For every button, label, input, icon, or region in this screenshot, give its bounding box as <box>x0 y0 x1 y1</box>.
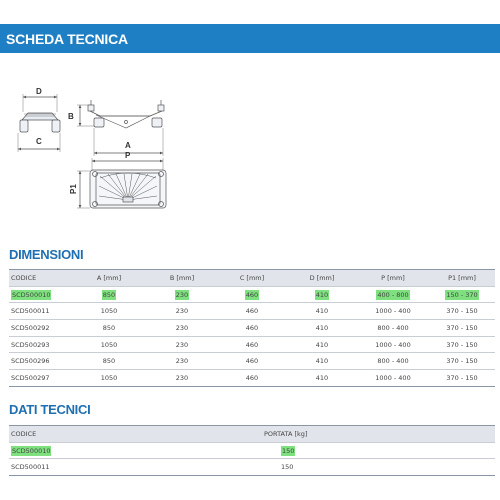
cell-value: 1000 - 400 <box>375 340 411 349</box>
table-cell <box>357 353 429 370</box>
table-cell <box>359 442 495 459</box>
cell-value: 410 <box>315 340 329 349</box>
table-cell <box>9 353 71 370</box>
column-header: B [mm] <box>147 270 217 287</box>
table-header-row <box>9 426 495 443</box>
dim-label-p: P <box>125 151 131 160</box>
table-cell <box>147 370 217 387</box>
table-cell <box>71 353 147 370</box>
cell-value: 460 <box>245 307 259 316</box>
dati-tecnici-title: DATI TECNICI <box>9 402 91 417</box>
table-cell <box>287 303 357 320</box>
table-cell <box>429 286 495 303</box>
table-row <box>9 370 495 387</box>
cell-value: 370 - 150 <box>446 323 478 332</box>
table-cell <box>9 303 71 320</box>
table-cell <box>357 370 429 387</box>
table-cell <box>71 336 147 353</box>
dim-label-a: A <box>125 141 131 150</box>
front-view-drawing <box>77 100 164 156</box>
table-cell <box>217 336 287 353</box>
table-cell <box>9 442 209 459</box>
cell-value: 1050 <box>100 307 118 316</box>
table-cell <box>71 286 147 303</box>
cell-value: 1050 <box>100 340 118 349</box>
table-cell <box>287 286 357 303</box>
dimensioni-table <box>9 269 495 387</box>
cell-value: 230 <box>175 323 189 332</box>
table-cell <box>147 320 217 337</box>
cell-value: 460 <box>245 373 259 382</box>
table-cell <box>287 370 357 387</box>
column-header: P1 [mm] <box>429 270 495 287</box>
dim-label-b: B <box>68 112 74 121</box>
cell-value: 850 <box>102 357 116 366</box>
dim-label-p1: P1 <box>69 184 78 194</box>
table-cell <box>71 303 147 320</box>
table-cell <box>209 459 359 476</box>
cell-value: 410 <box>315 307 329 316</box>
cell-value: 1050 <box>100 373 118 382</box>
cell-value: 370 - 150 <box>446 373 478 382</box>
table-cell <box>217 370 287 387</box>
cell-value: SCD500293 <box>11 340 50 349</box>
cell-value: SCD500010 <box>12 446 51 455</box>
cell-value: SCD500297 <box>11 373 50 382</box>
cell-value: 230 <box>175 290 189 299</box>
cell-value: 230 <box>175 373 189 382</box>
table-row <box>9 336 495 353</box>
cell-value: SCD500011 <box>11 307 50 316</box>
cell-value: 460 <box>245 340 259 349</box>
table-cell <box>217 353 287 370</box>
cell-value: 150 <box>281 463 294 472</box>
table-cell <box>147 336 217 353</box>
cell-value: 150 <box>282 446 295 455</box>
dim-label-c: C <box>36 137 42 146</box>
table-cell <box>287 353 357 370</box>
cell-value: SCD500296 <box>11 357 50 366</box>
column-header: PORTATA [kg] <box>209 426 359 443</box>
table-cell <box>147 353 217 370</box>
column-header: C [mm] <box>217 270 287 287</box>
cell-value: 850 <box>102 290 116 299</box>
table-cell <box>429 353 495 370</box>
cell-value: 370 - 150 <box>446 307 478 316</box>
cell-value: SCD500011 <box>11 463 50 472</box>
dimensioni-title: DIMENSIONI <box>9 247 84 262</box>
table-cell <box>9 459 209 476</box>
table-cell <box>71 320 147 337</box>
header-bar <box>0 24 500 53</box>
table-cell <box>429 303 495 320</box>
cell-value: 230 <box>175 307 189 316</box>
table-cell <box>287 336 357 353</box>
table-cell <box>209 442 359 459</box>
table-row <box>9 286 495 303</box>
table-cell <box>287 320 357 337</box>
table-cell <box>9 320 71 337</box>
cell-value: 800 - 400 <box>377 323 409 332</box>
table-cell <box>429 336 495 353</box>
cell-value: 800 - 400 <box>377 357 409 366</box>
table-cell <box>147 286 217 303</box>
cell-value: 1000 - 400 <box>375 307 411 316</box>
cell-value: 410 <box>315 290 329 299</box>
table-row <box>9 320 495 337</box>
table-cell <box>147 303 217 320</box>
table-cell <box>9 370 71 387</box>
table-row <box>9 459 495 476</box>
table-cell <box>429 320 495 337</box>
cell-value: 400 - 800 <box>377 290 409 299</box>
page-title: SCHEDA TECNICA <box>6 30 128 47</box>
column-header: P [mm] <box>357 270 429 287</box>
cell-value: 850 <box>102 323 116 332</box>
table-cell <box>9 336 71 353</box>
table-row <box>9 303 495 320</box>
cell-value: 150 - 370 <box>446 290 478 299</box>
table-cell <box>71 370 147 387</box>
dati-tecnici-table <box>9 425 495 476</box>
column-header: D [mm] <box>287 270 357 287</box>
cell-value: 460 <box>245 290 259 299</box>
column-header: CODICE <box>9 426 209 443</box>
cell-value: 410 <box>315 357 329 366</box>
cell-value: 460 <box>245 357 259 366</box>
column-header: CODICE <box>9 270 71 287</box>
table-cell <box>357 303 429 320</box>
table-cell <box>357 336 429 353</box>
cell-value: SCD500292 <box>11 323 50 332</box>
table-cell <box>357 286 429 303</box>
dim-label-d: D <box>36 87 42 96</box>
table-header-row <box>9 270 495 287</box>
cell-value: 370 - 150 <box>446 357 478 366</box>
cell-value: SCD500010 <box>12 290 51 299</box>
cell-value: 370 - 150 <box>446 340 478 349</box>
cell-value: 410 <box>315 373 329 382</box>
cell-value: 460 <box>245 323 259 332</box>
cell-value: 230 <box>175 357 189 366</box>
table-row <box>9 353 495 370</box>
column-header: A [mm] <box>71 270 147 287</box>
cell-value: 410 <box>315 323 329 332</box>
table-cell <box>357 320 429 337</box>
table-cell <box>9 286 71 303</box>
table-header-spacer <box>359 426 495 443</box>
table-cell <box>217 303 287 320</box>
technical-drawing <box>0 78 240 218</box>
table-cell <box>217 320 287 337</box>
table-row <box>9 442 495 459</box>
cell-value: 230 <box>175 340 189 349</box>
table-cell <box>359 459 495 476</box>
table-cell <box>429 370 495 387</box>
top-view-drawing <box>77 158 166 208</box>
cell-value: 1000 - 400 <box>375 373 411 382</box>
table-cell <box>217 286 287 303</box>
